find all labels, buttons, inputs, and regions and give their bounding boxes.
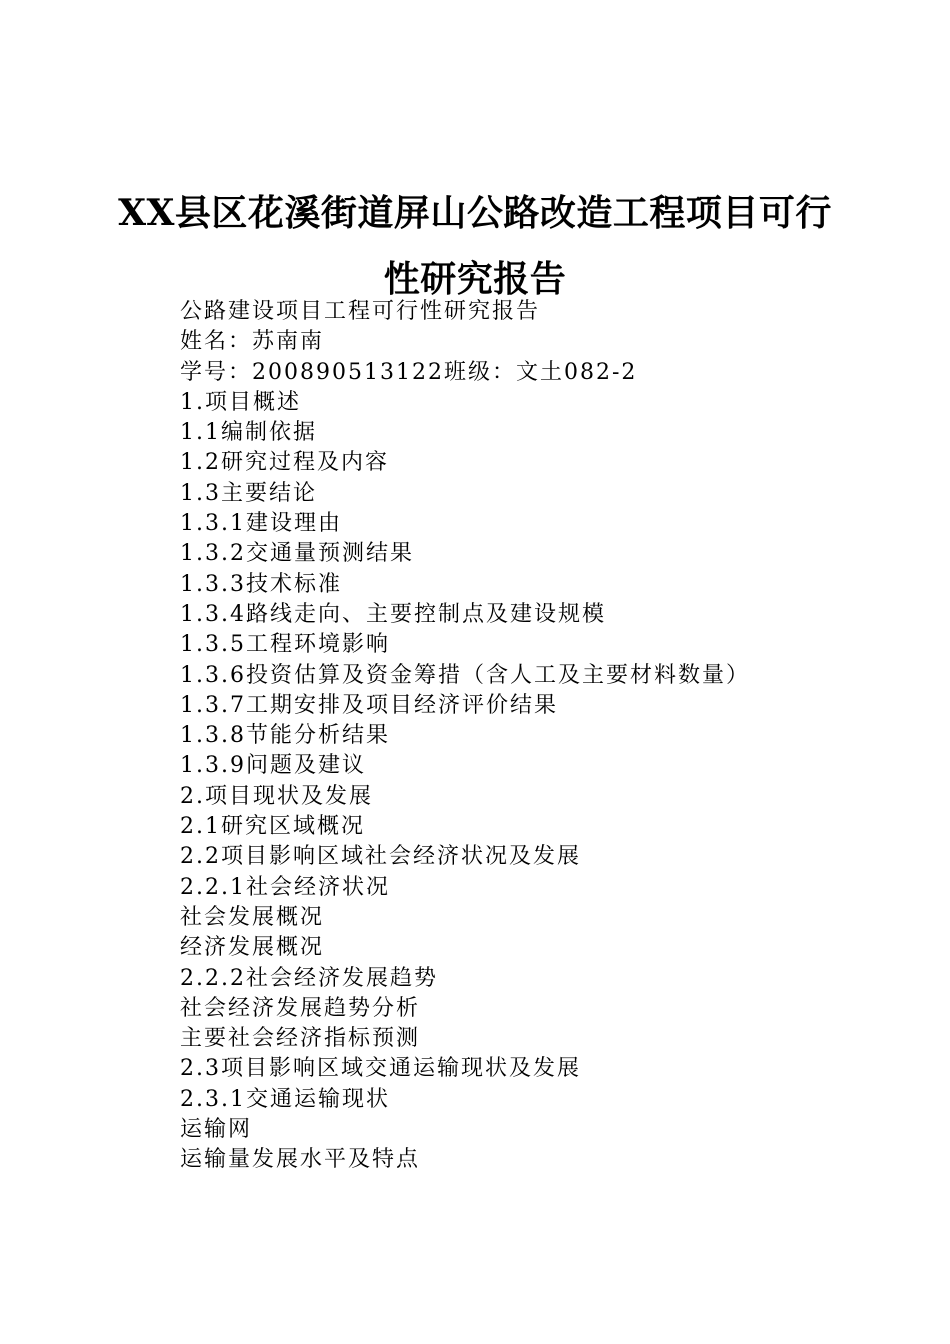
body-line: 1.3主要结论 bbox=[180, 480, 317, 506]
body-line: 2.2.1社会经济状况 bbox=[180, 874, 390, 900]
body-line: 1.3.2交通量预测结果 bbox=[180, 541, 414, 567]
body-line: 运输网 bbox=[180, 1117, 253, 1143]
body-line: 1.3.8节能分析结果 bbox=[180, 723, 390, 749]
body-line: 姓名：苏南南 bbox=[180, 329, 325, 355]
body-line: 1.3.9问题及建议 bbox=[180, 753, 366, 779]
document-title bbox=[60, 180, 890, 312]
document-title-line-1: XX县区花溪街道屏山公路改造工程项目可行 bbox=[118, 192, 832, 234]
body-line: 1.3.7工期安排及项目经济评价结果 bbox=[180, 692, 558, 718]
body-line: 1.3.6投资估算及资金筹措（含人工及主要材料数量） bbox=[180, 662, 750, 688]
body-line: 运输量发展水平及特点 bbox=[180, 1147, 421, 1173]
body-line: 1.3.3技术标准 bbox=[180, 571, 342, 597]
body-line: 1.2研究过程及内容 bbox=[180, 450, 389, 476]
body-line: 社会经济发展趋势分析 bbox=[180, 995, 421, 1021]
body-line: 2.1研究区域概况 bbox=[180, 814, 365, 840]
body-line: 1.项目概述 bbox=[180, 389, 301, 415]
body-line: 2.3项目影响区域交通运输现状及发展 bbox=[180, 1056, 581, 1082]
body-line: 2.项目现状及发展 bbox=[180, 783, 373, 809]
body-line: 2.2项目影响区域社会经济状况及发展 bbox=[180, 844, 581, 870]
body-line: 学号：200890513122班级：文土082-2 bbox=[180, 359, 638, 385]
body-line: 社会发展概况 bbox=[180, 904, 325, 930]
body-line: 经济发展概况 bbox=[180, 935, 325, 961]
body-line: 1.3.5工程环境影响 bbox=[180, 632, 390, 658]
body-line: 公路建设项目工程可行性研究报告 bbox=[180, 299, 541, 324]
document-body bbox=[180, 297, 880, 1176]
body-line: 1.1编制依据 bbox=[180, 420, 317, 446]
body-line: 2.3.1交通运输现状 bbox=[180, 1086, 390, 1112]
document-title-line-2: 性研究报告 bbox=[383, 258, 567, 300]
body-line: 2.2.2社会经济发展趋势 bbox=[180, 965, 438, 991]
body-line: 1.3.4路线走向、主要控制点及建设规模 bbox=[180, 601, 606, 627]
body-line: 主要社会经济指标预测 bbox=[180, 1026, 421, 1052]
body-line: 1.3.1建设理由 bbox=[180, 511, 342, 537]
